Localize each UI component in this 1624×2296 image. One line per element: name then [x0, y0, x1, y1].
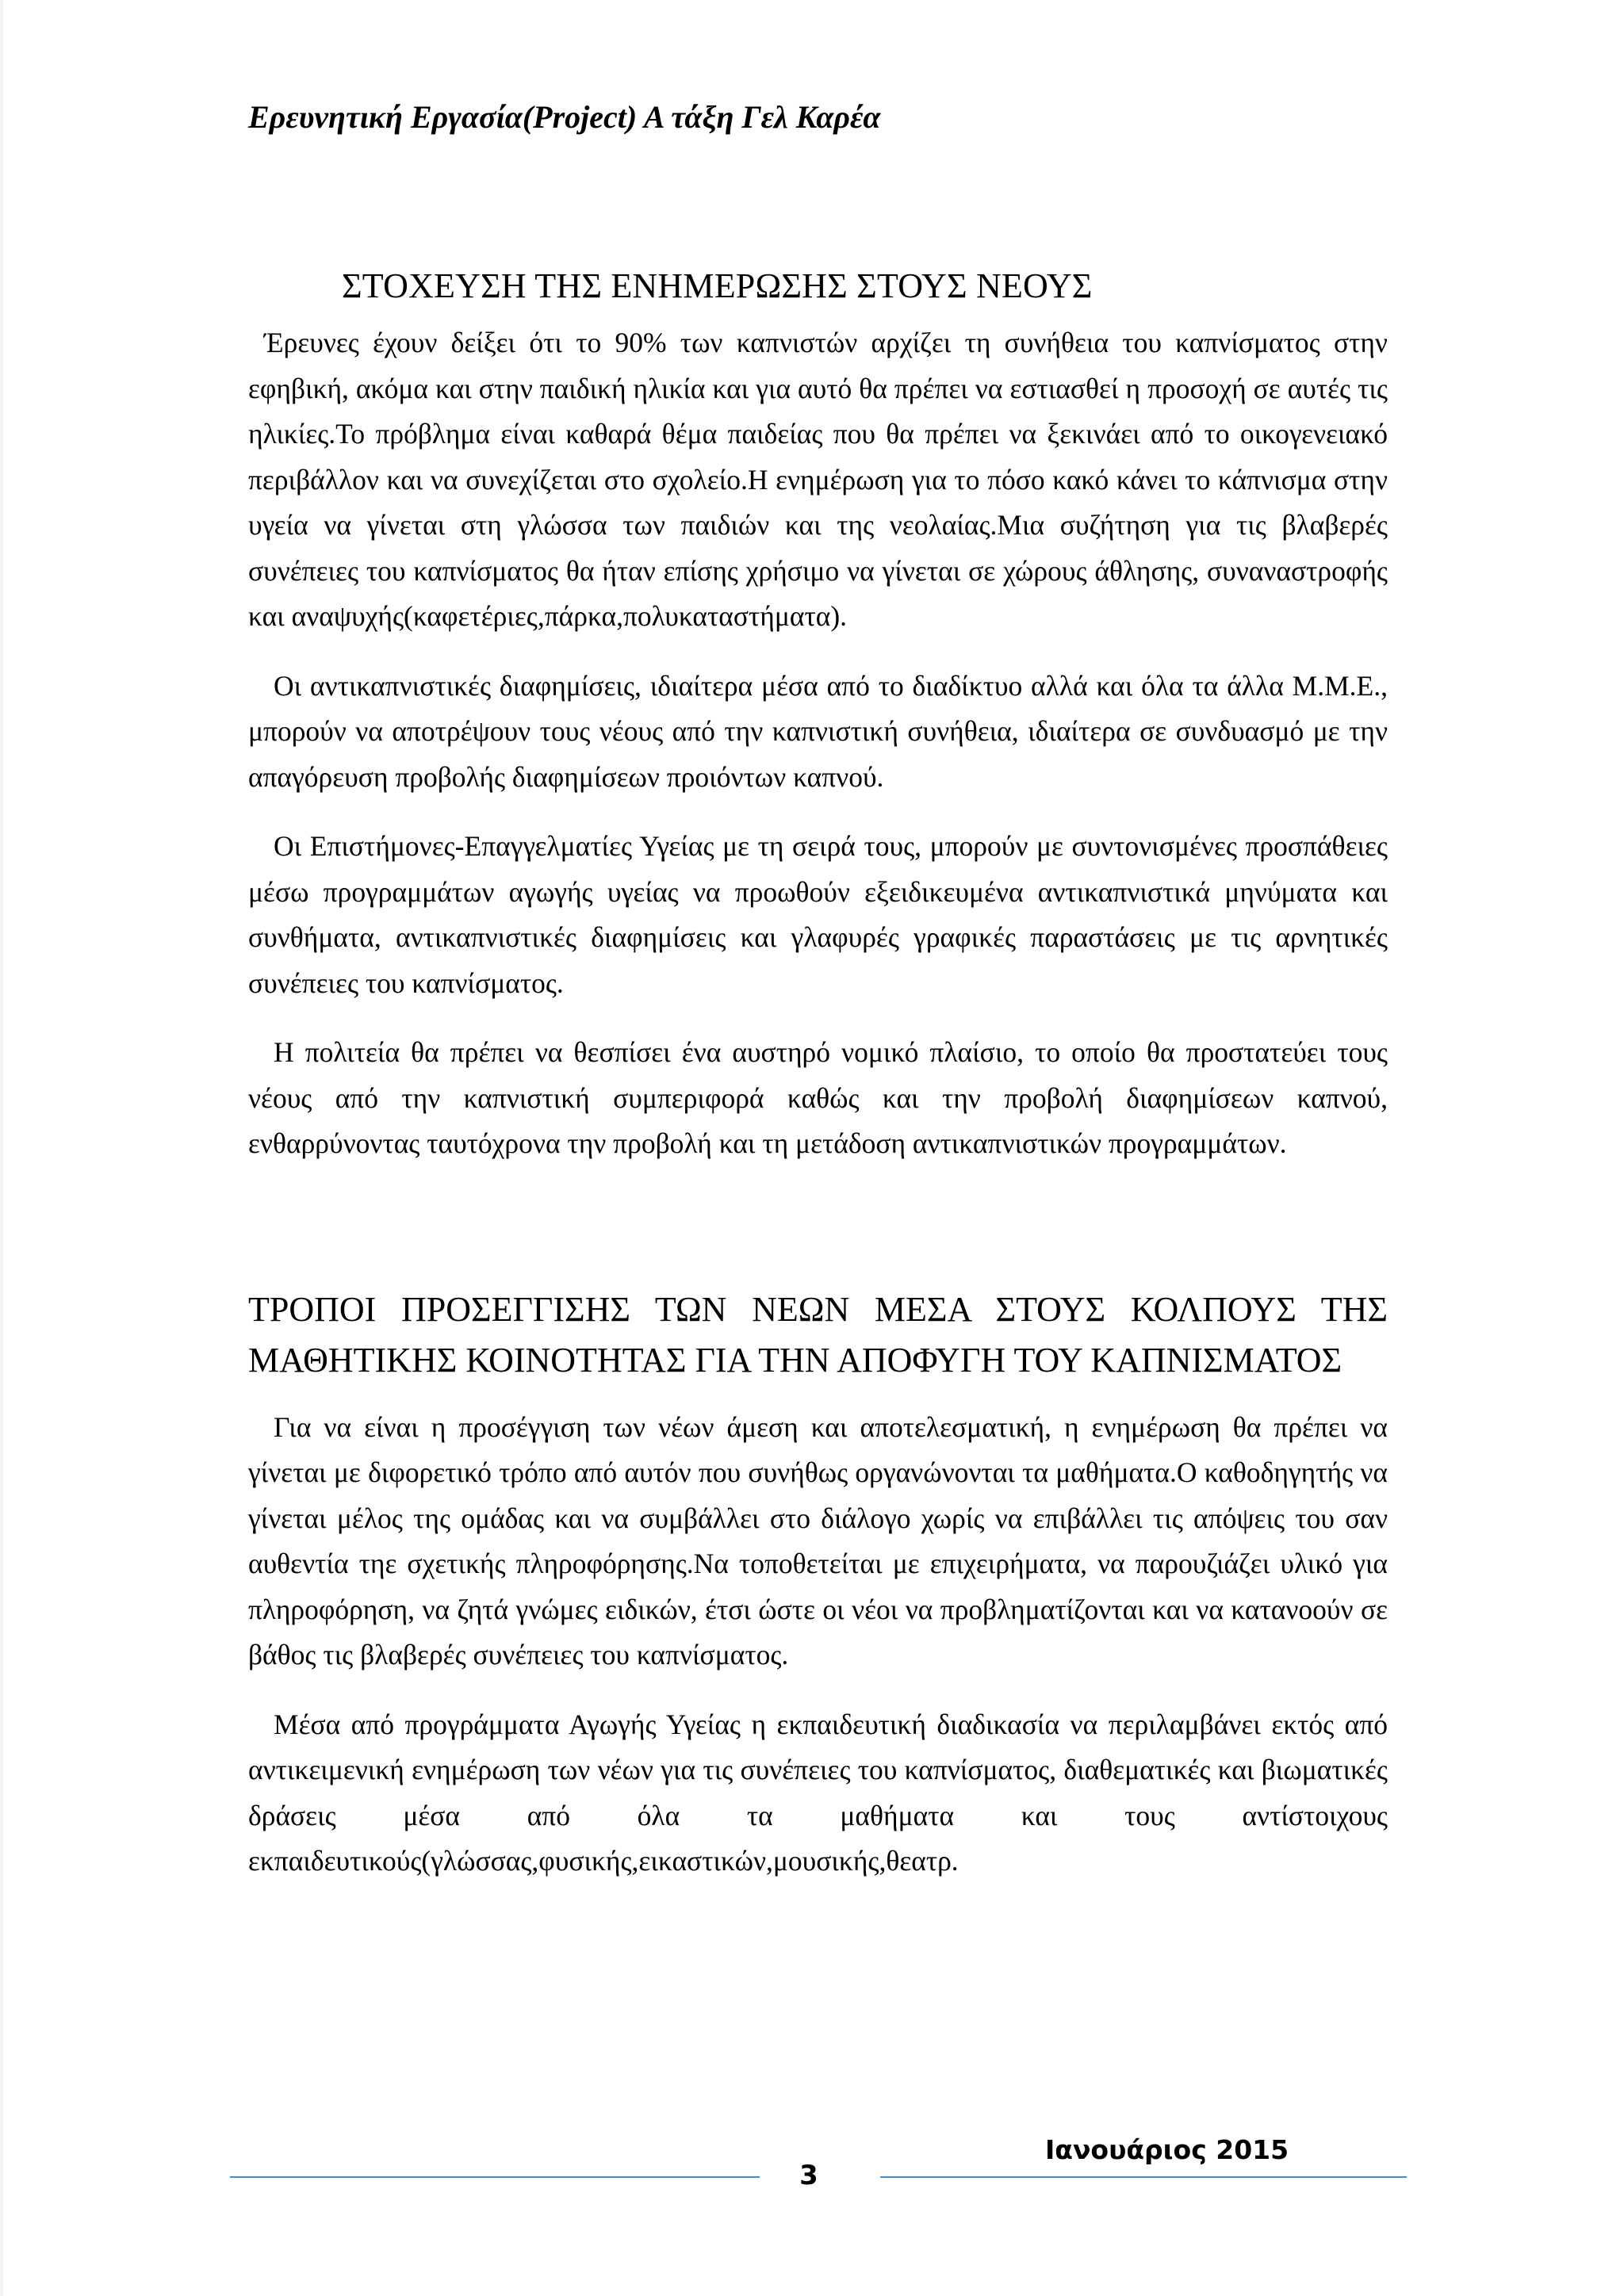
paragraph: Για να είναι η προσέγγιση των νέων άμεση και αποτελεσματική, η ενημέρωση θα πρέπει να γίνεται με διφορετικό τρόπο από αυτόν που συνήθως οργανώνονται τα μαθήματα.Ο καθοδηγητής να γίνεται μέλος της ομάδας και να συμβάλλει στο διάλογο χωρίς να επιβάλλει τις απόψεις του σαν αυθεντία τηε σχετικής πληροφόρησης.Να τοποθετείται με επιχειρήματα, να παρουζιάζει υλικό για πληροφόρηση, να ζητά γνώμες ειδικών, έτσι ώστε οι νέοι να προβληματίζονται και να κατανοούν σε βάθος τις βλαβερές συνέπειες του καπνίσματος. [248, 1410, 1388, 1670]
scan-edge-left [0, 0, 3, 2296]
running-header: Ερευνητική Εργασία(Project) Α τάξη Γελ Καρέα [248, 99, 881, 135]
page-content [248, 263, 1388, 1885]
paragraph: Έρευνες έχουν δείξει ότι το 90% των καπνιστών αρχίζει τη συνήθεια του καπνίσματος στην εφηβική, ακόμα και στην παιδική ηλικία και για αυτό θα πρέπει να εστιασθεί η προσοχή σε αυτές τις ηλικίες.Το πρόβλημα είναι καθαρά θέμα παιδείας που θα πρέπει να ξεκινάει από το οικογενειακό περιβάλλον και να συνεχίζεται στο σχολείο.Η ενημέρωση για το πόσο κακό κάνει το κάπνισμα στην υγεία να γίνεται στη γλώσσα των παιδιών και της νεολαίας.Μια συζήτηση για τις βλαβερές συνέπειες του καπνίσματος θα ήταν επίσης χρήσιμο να γίνεται σε χώρους άθλησης, συναναστροφής και αναψυχής(καφετέριες,πάρκα,πολυκαταστήματα). [248, 327, 1388, 632]
footer-rule-right [880, 2176, 1407, 2178]
section-spacer [248, 1191, 1388, 1284]
footer-rule-left [230, 2176, 760, 2178]
paragraph: Η πολιτεία θα πρέπει να θεσπίσει ένα αυστηρό νομικό πλαίσιο, το οποίο θα προστατεύει τους νέους από την καπνιστική συμπεριφορά καθώς και την προβολή διαφημίσεων καπνού, ενθαρρύνοντας ταυτόχρονα την προβολή και τη μετάδοση αντικαπνιστικών προγραμμάτων. [248, 1036, 1388, 1159]
paragraph: Οι αντικαπνιστικές διαφημίσεις, ιδιαίτερα μέσα από το διαδίκτυο αλλά και όλα τα άλλα Μ.Μ.Ε., μπορούν να αποτρέψουν τους νέους από την καπνιστική συνήθεια, ιδιαίτερα σε συνδυασμό με την απαγόρευση προβολής διαφημίσεων προιόντων καπνού. [248, 669, 1388, 793]
paragraph: Μέσα από προγράμματα Αγωγής Υγείας η εκπαιδευτική διαδικασία να περιλαμβάνει εκτός από αντικειμενική ενημέρωση των νέων για τις συνέπειες του καπνίσματος, διαθεματικές και βιωματικές δράσεις μέσα από όλα τα μαθήματα και τους αντίστοιχους εκπαιδευτικούς(γλώσσας,φυσικής,εικαστικών,μουσικής,θεατρ. [248, 1708, 1388, 1877]
section-title-targeting: ΣΤΟΧΕΥΣΗ ΤΗΣ ΕΝΗΜΕΡΩΣΗΣ ΣΤΟΥΣ ΝΕΟΥΣ [342, 266, 1093, 305]
section-title-approaches: ΤΡΟΠΟΙ ΠΡΟΣΕΓΓΙΣΗΣ ΤΩΝ ΝΕΩΝ ΜΕΣΑ ΣΤΟΥΣ ΚΟΛΠΟΥΣ ΤΗΣ ΜΑΘΗΤΙΚΗΣ ΚΟΙΝΟΤΗΤΑΣ ΓΙΑ ΤΗΝ ΑΠΟΦΥΓΗ ΤΟΥ ΚΑΠΝΙΣΜΑΤΟΣ [248, 1289, 1388, 1380]
footer-date: Ιανουάριος 2015 [1045, 2134, 1289, 2165]
page-number: 3 [799, 2160, 818, 2191]
paragraph: Οι Επιστήμονες-Επαγγελματίες Υγείας με τη σειρά τους, μπορούν με συντονισμένες προσπάθειες μέσω προγραμμάτων αγωγής υγείας να προωθούν εξειδικευμένα αντικαπνιστικά μηνύματα και συνθήματα, αντικαπνιστικές διαφημίσεις και γλαφυρές γραφικές παραστάσεις με τις αρνητικές συνέπειες του καπνίσματος. [248, 830, 1388, 999]
